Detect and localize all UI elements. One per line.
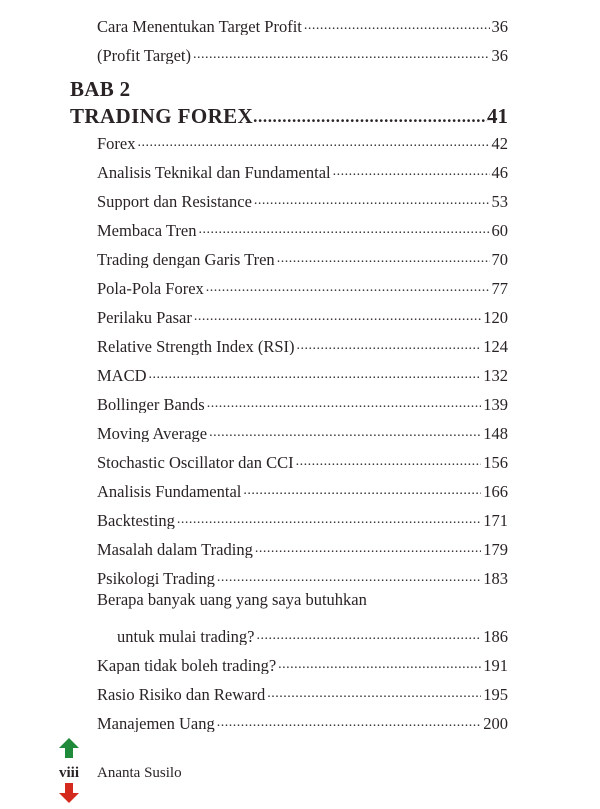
toc-entry-title: Support dan Resistance — [97, 191, 252, 210]
chapter-page: 41 — [487, 104, 508, 127]
toc-entry-page: 120 — [483, 307, 508, 326]
toc-entry[interactable] — [97, 387, 508, 413]
toc-entry[interactable] — [97, 126, 508, 152]
toc-entry[interactable] — [97, 474, 508, 500]
leader-dots — [194, 310, 481, 326]
leader-dots — [177, 513, 481, 529]
toc-entry-page: 53 — [491, 191, 508, 210]
leader-dots — [198, 223, 489, 239]
toc-entry-page: 200 — [483, 713, 508, 732]
toc-entry[interactable] — [117, 619, 508, 645]
toc-entry[interactable] — [97, 532, 508, 558]
page-number: viii — [59, 765, 80, 781]
chapter-heading[interactable] — [70, 99, 508, 127]
toc-entry[interactable] — [97, 300, 508, 326]
toc-entry-title: Psikologi Trading — [97, 568, 215, 587]
toc-entry-page: 148 — [483, 423, 508, 442]
toc-entry[interactable] — [97, 503, 508, 529]
toc-entry[interactable] — [97, 155, 508, 181]
toc-entry-title: MACD — [97, 365, 147, 384]
toc-entry-title: Perilaku Pasar — [97, 307, 192, 326]
toc-entry-title: Pola-Pola Forex — [97, 278, 204, 297]
leader-dots — [209, 426, 481, 442]
toc-entry-title: Bollinger Bands — [97, 394, 205, 413]
toc-entry[interactable] — [97, 184, 508, 210]
toc-entry-page: 36 — [491, 16, 508, 35]
toc-entry[interactable] — [97, 358, 508, 384]
leader-dots — [149, 368, 482, 384]
toc-entry-page: 186 — [483, 626, 508, 645]
toc-entry-page: 171 — [483, 510, 508, 529]
toc-entry-page: 46 — [491, 162, 508, 181]
toc-entry[interactable] — [97, 38, 508, 64]
toc-entry[interactable] — [97, 706, 508, 732]
toc-entry-title: Forex — [97, 133, 136, 152]
toc-entry[interactable] — [97, 242, 508, 268]
toc-entry-page: 70 — [491, 249, 508, 268]
toc-entry-page: 42 — [491, 133, 508, 152]
leader-dots — [217, 571, 481, 587]
toc-entry-title: Cara Menentukan Target Profit — [97, 16, 302, 35]
toc-entry-title: Analisis Fundamental — [97, 481, 242, 500]
toc-entry[interactable] — [97, 677, 508, 703]
toc-entry-title: (Profit Target) — [97, 45, 192, 64]
toc-entry-page: 191 — [483, 655, 508, 674]
leader-dots — [304, 19, 490, 35]
toc-entry-line[interactable] — [97, 592, 508, 618]
toc-entry-title: Analisis Teknikal dan Fundamental — [97, 162, 331, 181]
toc-entry-title: Kapan tidak boleh trading? — [97, 655, 277, 674]
toc-entry[interactable] — [97, 416, 508, 442]
page-down-button[interactable] — [58, 782, 80, 804]
chapter-label: BAB 2 — [70, 77, 131, 101]
leader-dots — [333, 165, 490, 181]
chapter-title: TRADING FOREX — [70, 104, 254, 127]
toc-entry-title-continued: untuk mulai trading? — [117, 626, 255, 645]
toc-entry[interactable] — [97, 9, 508, 35]
toc-entry-page: 60 — [491, 220, 508, 239]
leader-dots — [277, 252, 490, 268]
page-up-button[interactable] — [58, 737, 80, 759]
toc-entry-page: 183 — [483, 568, 508, 587]
leader-dots — [255, 542, 481, 558]
toc-entry[interactable] — [97, 648, 508, 674]
toc-entry-page: 36 — [491, 45, 508, 64]
leader-dots — [243, 484, 481, 500]
leader-dots — [207, 397, 482, 413]
toc-entry-title: Berapa banyak uang yang saya butuhkan — [97, 592, 367, 609]
toc-entry[interactable] — [97, 561, 508, 587]
toc-entry-page: 156 — [483, 452, 508, 471]
toc-entry-page: 195 — [483, 684, 508, 703]
toc-entry-page: 166 — [483, 481, 508, 500]
leader-dots — [254, 194, 490, 210]
up-arrow-icon — [58, 737, 80, 759]
leader-dots — [138, 136, 490, 152]
leader-dots — [297, 339, 482, 355]
toc-entry-title: Masalah dalam Trading — [97, 539, 253, 558]
toc-entry-page: 179 — [483, 539, 508, 558]
toc-entry[interactable] — [97, 213, 508, 239]
toc-entry-page: 132 — [483, 365, 508, 384]
toc-entry-page: 139 — [483, 394, 508, 413]
leader-dots — [193, 48, 489, 64]
toc-entry-title: Membaca Tren — [97, 220, 197, 239]
leader-dots — [278, 658, 481, 674]
leader-dots — [206, 281, 490, 297]
leader-dots — [256, 629, 481, 645]
toc-entry[interactable] — [97, 329, 508, 355]
toc-entry-title: Relative Strength Index (RSI) — [97, 336, 295, 355]
toc-entry-page: 124 — [483, 336, 508, 355]
leader-dots — [296, 455, 482, 471]
toc-entry-title: Backtesting — [97, 510, 175, 529]
leader-dots — [217, 716, 482, 732]
toc-entry-title: Moving Average — [97, 423, 208, 442]
down-arrow-icon — [58, 782, 80, 804]
toc-entry-title: Manajemen Uang — [97, 713, 215, 732]
toc-entry-page: 77 — [491, 278, 508, 297]
toc-entry-title: Stochastic Oscillator dan CCI — [97, 452, 294, 471]
toc-entry-title: Trading dengan Garis Tren — [97, 249, 275, 268]
leader-dots — [267, 687, 481, 703]
toc-entry[interactable] — [97, 445, 508, 471]
toc-entry[interactable] — [97, 271, 508, 297]
author-name: Ananta Susilo — [97, 765, 182, 781]
leader-dots — [253, 108, 487, 127]
toc-entry-title: Rasio Risiko dan Reward — [97, 684, 266, 703]
